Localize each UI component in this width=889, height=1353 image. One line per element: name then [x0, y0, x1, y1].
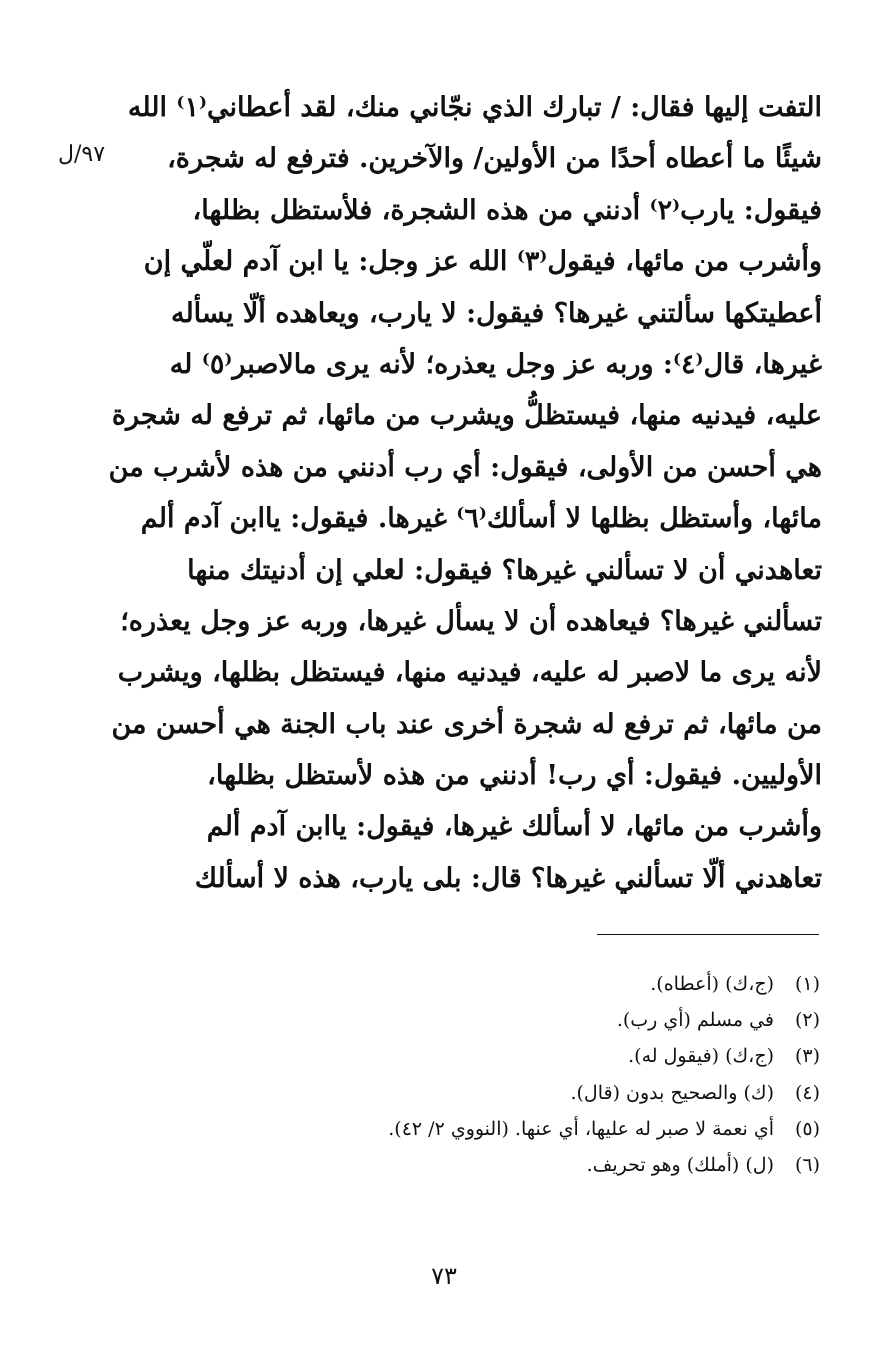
text-line: عليه، فيدنيه منها، فيستظلُّ ويشرب من مائها، ثم ترفع له شجرة — [111, 400, 822, 432]
footnote-number: (٣) — [794, 1045, 820, 1068]
text-line: أعطيتكها سألتني غيرها؟ فيقول: لا يارب، ويعاهده ألّا يسأله — [170, 297, 822, 329]
text-line: غيرها، قال⁽٤⁾: وربه عز وجل يعذره؛ لأنه يرى مالاصبر⁽٥⁾ له — [169, 348, 822, 380]
text-line: وأشرب من مائها، فيقول⁽٣⁾ الله عز وجل: يا ابن آدم لعلّي إن — [143, 246, 822, 278]
text-line: تسألني غيرها؟ فيعاهده أن لا يسأل غيرها، وربه عز وجل يعذره؛ — [120, 605, 822, 637]
footnote-text: (ج،ك) (فيقول له). — [628, 1045, 774, 1068]
footnote-text: (ك) والصحيح بدون (قال). — [570, 1081, 774, 1104]
text-line: الأوليين. فيقول: أي رب! أدنني من هذه لأستظل بظلها، — [207, 760, 822, 792]
text-line: مائها، وأستظل بظلها لا أسألك⁽٦⁾ غيرها. فيقول: ياابن آدم ألم — [140, 503, 822, 535]
page-number: ٧٣ — [431, 1262, 457, 1290]
manuscript-folio-note: ٩٧/ل — [58, 142, 106, 167]
text-line: وأشرب من مائها، لا أسألك غيرها، فيقول: ياابن آدم ألم — [206, 811, 822, 843]
main-text-block — [108, 82, 822, 904]
footnote — [300, 966, 820, 1002]
footnote — [300, 1147, 820, 1183]
footnote — [300, 1002, 820, 1038]
text-line: فيقول: يارب⁽٢⁾ أدنني من هذه الشجرة، فلأستظل بظلها، — [192, 194, 822, 226]
footnote-number: (٥) — [794, 1117, 820, 1140]
footnote-number: (٢) — [794, 1009, 820, 1032]
text-line: التفت إليها فقال: / تبارك الذي نجّاني منك، لقد أعطاني⁽١⁾ الله — [127, 92, 822, 123]
text-line: تعاهدني أن لا تسألني غيرها؟ فيقول: لعلي إن أدنيتك منها — [187, 554, 822, 586]
text-line: لأنه يرى ما لاصبر له عليه، فيدنيه منها، فيستظل بظلها، ويشرب — [117, 657, 822, 689]
footnote — [300, 1111, 820, 1147]
footnote — [300, 1075, 820, 1111]
footnote-text: أي نعمة لا صبر له عليها، أي عنها. (النووي ٢/ ٤٢). — [388, 1117, 774, 1140]
text-line: هي أحسن من الأولى، فيقول: أي رب أدنني من هذه لأشرب من — [108, 451, 822, 483]
text-line: شيئًا ما أعطاه أحدًا من الأولين/ والآخرين. فترفع له شجرة، — [167, 143, 822, 175]
footnote-separator — [597, 934, 819, 935]
footnote-number: (٦) — [794, 1153, 820, 1176]
footnote-number: (١) — [794, 973, 820, 995]
text-line: من مائها، ثم ترفع له شجرة أخرى عند باب الجنة هي أحسن من — [111, 708, 822, 740]
footnote-text: (ج،ك) (أعطاه). — [650, 973, 774, 995]
text-line: تعاهدني ألّا تسألني غيرها؟ قال: بلى يارب، هذه لا أسألك — [194, 862, 822, 894]
footnote — [300, 1038, 820, 1074]
footnote-text: (ل) (أملك) وهو تحريف. — [586, 1153, 774, 1176]
footnote-text: في مسلم (أي رب). — [616, 1009, 774, 1032]
footnotes — [300, 966, 820, 1183]
footnote-number: (٤) — [794, 1081, 820, 1104]
